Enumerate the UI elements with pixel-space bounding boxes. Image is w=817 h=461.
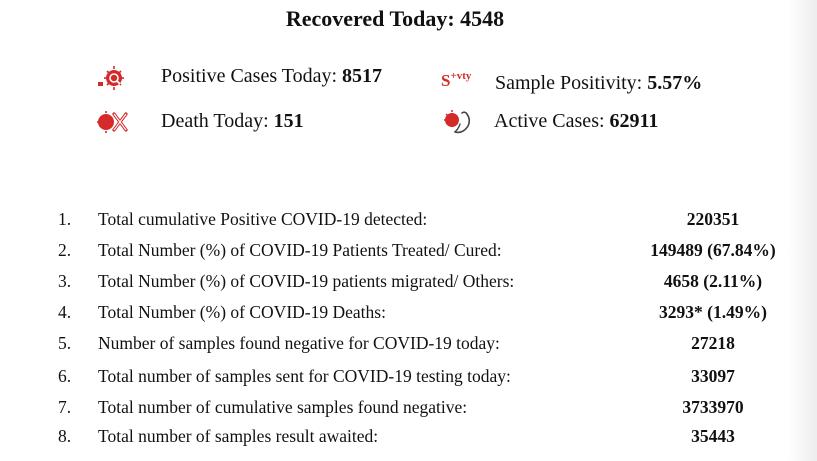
table-row [0,240,817,272]
sample-positivity-symbol: $S^{+vty}$ [441,70,472,90]
virus-search-icon [96,64,130,92]
virus-cross-icon [96,108,130,136]
row-label: Total Number (%) of COVID-19 patients migrated/ Others: [98,271,515,291]
row-number: 5. [58,333,72,353]
page-title: Recovered Today: 4548 [285,6,505,31]
row-label: Total number of cumulative samples found negative: [98,397,468,417]
row-label: Total cumulative Positive COVID-19 detected: [98,209,428,229]
row-number: 1. [58,209,72,229]
hand-virus-icon [441,108,475,136]
table-row [0,209,817,241]
positive-cases-stat: Positive Cases Today: 8517 [161,65,383,87]
row-number: 2. [58,240,72,260]
row-value: 4658 (2.11%) [663,271,763,291]
table-row [0,397,817,429]
row-number: 8. [58,426,72,446]
row-value: 3733970 [682,397,744,417]
row-value: 35443 [691,426,735,446]
row-label: Total number of samples result awaited: [98,426,379,446]
table-row [0,333,817,365]
row-number: 3. [58,271,72,291]
row-value: 220351 [686,209,740,229]
active-cases-stat: Active Cases: 62911 [494,110,659,132]
row-number: 4. [58,302,72,322]
table-row [0,366,817,398]
table-row [0,302,817,334]
table-row [0,426,817,458]
row-number: 6. [58,366,72,386]
row-label: Number of samples found negative for COVID-19 today: [98,333,500,353]
row-value: 149489 (67.84%) [650,240,776,260]
row-number: 7. [58,397,72,417]
row-value: 27218 [691,333,735,353]
sample-positivity-stat: Sample Positivity: 5.57% [495,72,703,94]
row-label: Total Number (%) of COVID-19 Deaths: [98,302,386,322]
row-value: 33097 [691,366,735,386]
row-label: Total number of samples sent for COVID-19 testing today: [98,366,511,386]
row-value: 3293* (1.49%) [659,302,767,322]
death-today-stat: Death Today: 151 [161,110,304,132]
row-label: Total Number (%) of COVID-19 Patients Treated/ Cured: [98,240,502,260]
table-row [0,271,817,303]
